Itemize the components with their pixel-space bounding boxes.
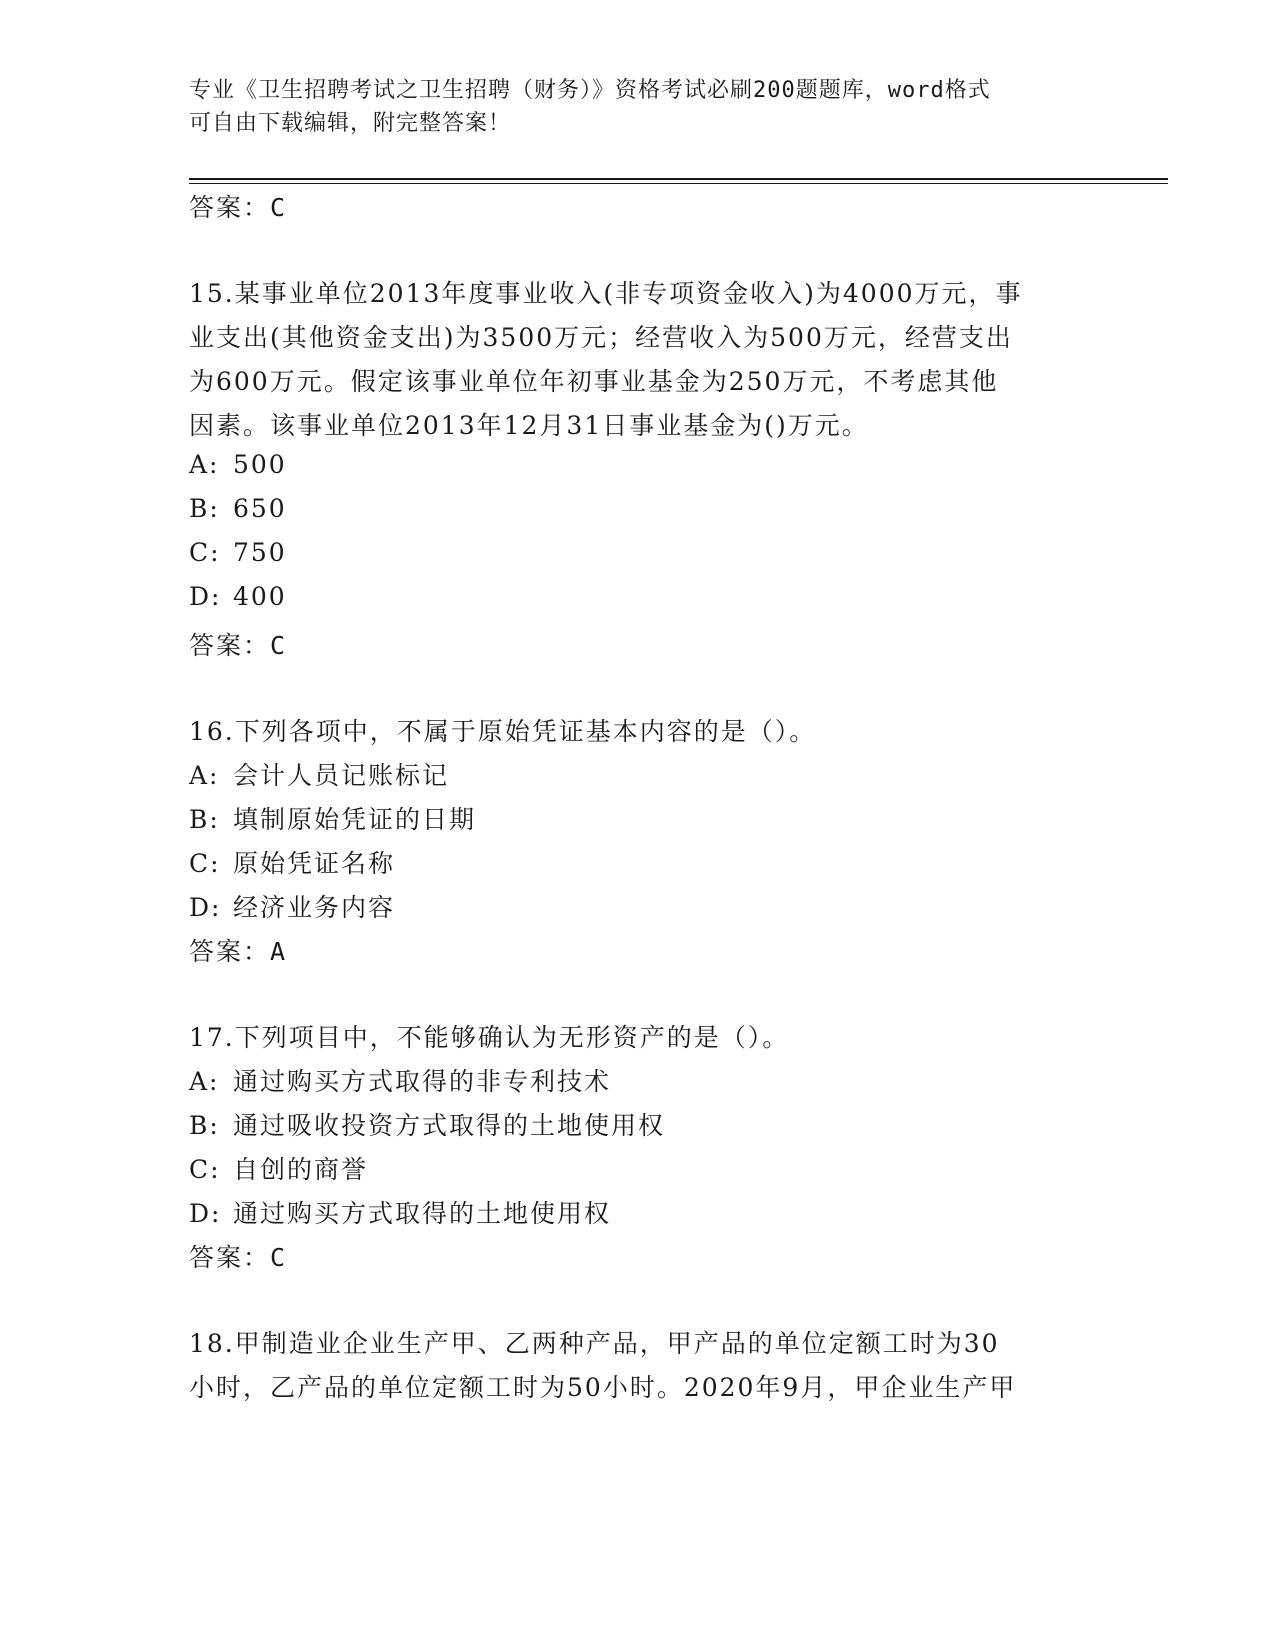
option-text: 填制原始凭证的日期 xyxy=(233,805,477,834)
option-text: 自创的商誉 xyxy=(233,1155,369,1184)
q15-text-line-2: 业支出(其他资金支出)为3500万元；经营收入为500万元，经营支出 xyxy=(189,323,1013,352)
option-letter: B: xyxy=(189,1111,220,1140)
q15-option-d xyxy=(189,582,287,611)
option-text: 通过吸收投资方式取得的土地使用权 xyxy=(233,1111,666,1140)
answer-value: C xyxy=(270,1243,288,1272)
option-text: 通过购买方式取得的非专利技术 xyxy=(233,1067,612,1096)
q17-option-b xyxy=(189,1106,665,1142)
option-letter: B: xyxy=(189,494,220,523)
q15-option-a xyxy=(189,450,287,479)
answer-label: 答案： xyxy=(189,193,271,222)
answer-value: C xyxy=(270,631,288,660)
option-text: 原始凭证名称 xyxy=(233,849,396,878)
q17-option-a xyxy=(189,1062,611,1098)
option-letter: D: xyxy=(189,1199,222,1228)
q15-option-c xyxy=(189,538,287,567)
document-header xyxy=(189,74,1089,140)
option-letter: A: xyxy=(189,761,220,790)
q17-text-line-1: 17.下列项目中，不能够确认为无形资产的是（）。 xyxy=(189,1023,790,1052)
option-text: 通过购买方式取得的土地使用权 xyxy=(233,1199,612,1228)
option-letter: A: xyxy=(189,1067,220,1096)
header-line-1: 专业《卫生招聘考试之卫生招聘（财务）》资格考试必刷200题题库，word格式 xyxy=(189,78,991,103)
header-divider-thick xyxy=(189,178,1168,180)
q18-text-line-2: 小时，乙产品的单位定额工时为50小时。2020年9月，甲企业生产甲 xyxy=(189,1373,1017,1402)
option-text: 400 xyxy=(233,582,287,611)
option-letter: D: xyxy=(189,893,222,922)
answer-q15 xyxy=(189,626,287,662)
option-text: 会计人员记账标记 xyxy=(233,761,450,790)
answer-value: A xyxy=(270,937,288,966)
header-line-2: 可自由下载编辑，附完整答案！ xyxy=(189,111,512,136)
option-letter: C: xyxy=(189,849,221,878)
option-text: 500 xyxy=(233,450,287,479)
q15-text-line-4: 因素。该事业单位2013年12月31日事业基金为()万元。 xyxy=(189,411,869,440)
option-letter: A: xyxy=(189,450,220,479)
answer-label: 答案： xyxy=(189,1243,271,1272)
answer-label: 答案： xyxy=(189,937,271,966)
answer-q17 xyxy=(189,1238,287,1274)
q16-option-c xyxy=(189,844,395,880)
q16-option-a xyxy=(189,756,449,792)
option-text: 750 xyxy=(233,538,287,567)
q16-option-b xyxy=(189,800,476,836)
q15-text-line-3: 为600万元。假定该事业单位年初事业基金为250万元，不考虑其他 xyxy=(189,367,999,396)
answer-value: C xyxy=(270,193,288,222)
answer-q16 xyxy=(189,932,287,968)
q15-option-b xyxy=(189,494,287,523)
option-letter: C: xyxy=(189,1155,221,1184)
option-letter: D: xyxy=(189,582,222,611)
answer-label: 答案： xyxy=(189,631,271,660)
answer-q14 xyxy=(189,188,287,224)
q17-option-d xyxy=(189,1194,611,1230)
q16-option-d xyxy=(189,888,395,924)
q18-text-line-1: 18.甲制造业企业生产甲、乙两种产品，甲产品的单位定额工时为30 xyxy=(189,1329,1000,1358)
q15-text-line-1: 15.某事业单位2013年度事业收入(非专项资金收入)为4000万元，事 xyxy=(189,279,1023,308)
header-divider-thin xyxy=(189,183,1168,184)
option-text: 650 xyxy=(233,494,287,523)
option-letter: C: xyxy=(189,538,221,567)
q17-option-c xyxy=(189,1150,368,1186)
q16-text-line-1: 16.下列各项中，不属于原始凭证基本内容的是（）。 xyxy=(189,717,817,746)
option-letter: B: xyxy=(189,805,220,834)
option-text: 经济业务内容 xyxy=(233,893,396,922)
